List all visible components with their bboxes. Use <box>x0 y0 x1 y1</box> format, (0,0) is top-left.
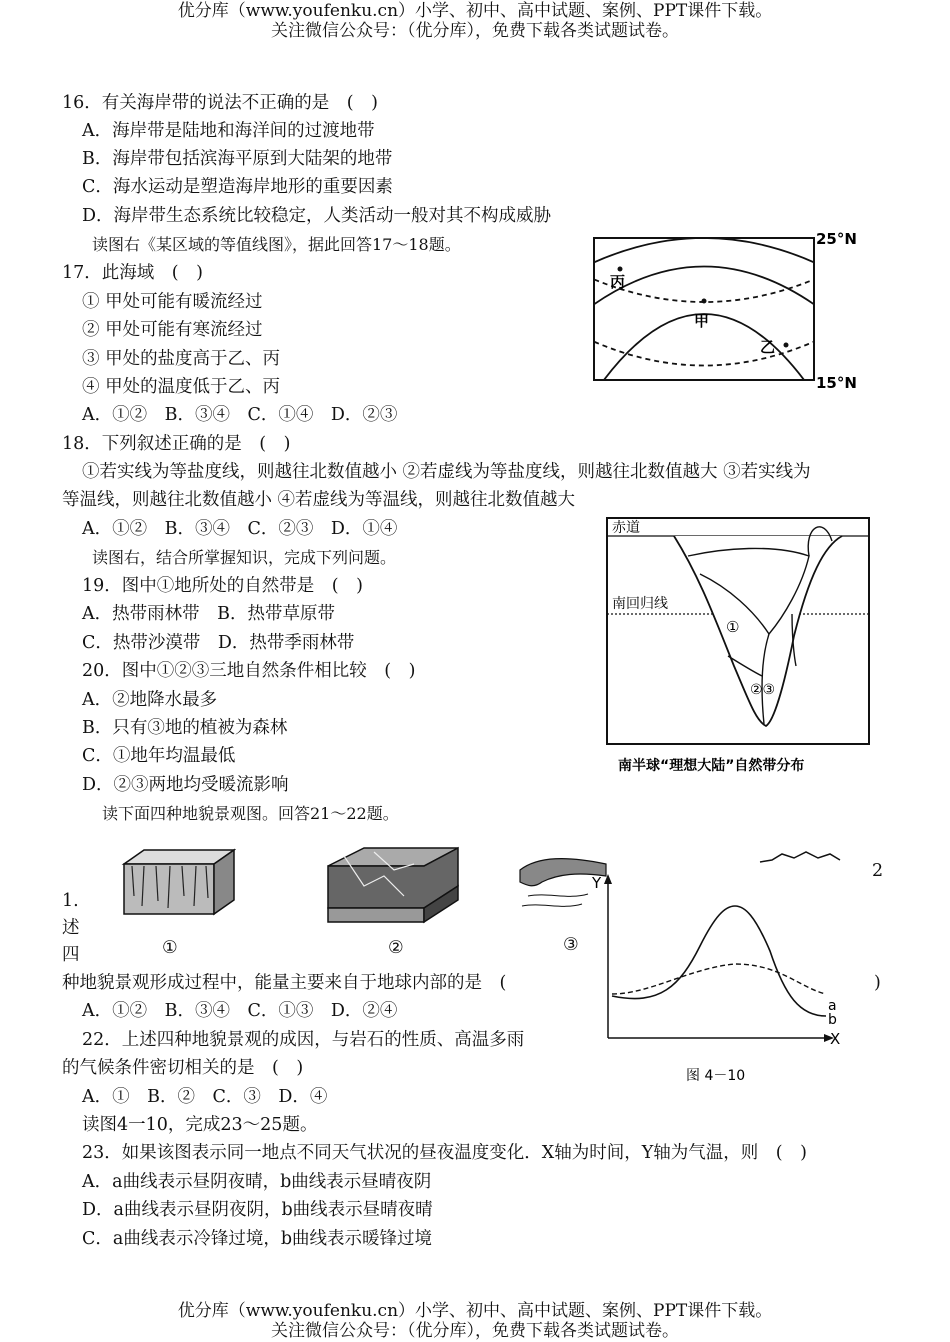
q21-options: A．①② B．③④ C．①③ D．②④ <box>82 1001 398 1021</box>
q22-stem-2: 的气候条件密切相关的是 ( ) <box>62 1058 304 1078</box>
q18-stem: 18．下列叙述正确的是 ( ) <box>62 434 291 454</box>
curve-b <box>612 906 826 1016</box>
curve-figure-4-10 <box>590 866 850 1088</box>
isoline-solid-1 <box>586 238 822 266</box>
landform-1-image <box>120 846 236 916</box>
intro-23-25: 读图4一10，完成23～25题。 <box>82 1115 318 1135</box>
mark-2-3: ②③ <box>750 682 776 698</box>
q22-options: A．① B．② C．③ D．④ <box>82 1087 328 1107</box>
isoline-dashed-2 <box>586 338 822 366</box>
q20-option-a: A．②地降水最多 <box>82 690 218 710</box>
q23-option-c: C．a曲线表示冷锋过境，b曲线表示暖锋过境 <box>82 1229 433 1249</box>
footer-line-2: 关注微信公众号：（优分库），免费下载各类试题试卷。 <box>271 1321 679 1341</box>
label-bing: 丙 <box>610 273 626 291</box>
page-number-2: 2 <box>872 861 884 881</box>
q21-stem: 种地貌景观形成过程中，能量主要来自于地球内部的是 ( <box>62 973 507 993</box>
isoline-figure <box>586 228 876 392</box>
q17-statement-2: ② 甲处可能有寒流经过 <box>82 320 263 340</box>
q21-side-3: 四 <box>62 945 80 965</box>
curve-caption: 图 4－10 <box>686 1068 746 1084</box>
curve-a <box>612 964 826 994</box>
point-yi <box>784 343 789 348</box>
q18-body-2: 等温线，则越往北数值越小 ④若虚线为等温线，则越往北数值越大 <box>62 490 576 510</box>
mark-1: ① <box>726 618 740 636</box>
intro-21-22: 读下面四种地貌景观图。回答21～22题。 <box>102 804 399 823</box>
q17-stem: 17．此海域 ( ) <box>62 263 203 283</box>
label-equator: 赤道 <box>612 520 640 536</box>
q17-statement-3: ③ 甲处的盐度高于乙、丙 <box>82 349 281 369</box>
q17-statement-4: ④ 甲处的温度低于乙、丙 <box>82 377 281 397</box>
q20-option-d: D．②③两地均受暖流影响 <box>82 775 289 795</box>
q18-body-1: ①若实线为等盐度线，则越往北数值越小 ②若虚线为等盐度线，则越往北数值越大 ③若实线为 <box>82 462 811 482</box>
continent-caption: 南半球“理想大陆”自然带分布 <box>618 758 805 774</box>
y-axis-label: Y <box>592 874 602 892</box>
curve-b-label: b <box>828 1012 837 1028</box>
landform-2-label: ② <box>388 938 404 958</box>
intro-17-18: 读图右《某区域的等值线图》，据此回答17～18题。 <box>92 235 461 254</box>
landform-3-label: ③ <box>563 935 579 955</box>
label-yi: 乙 <box>760 338 776 356</box>
q19-options-ab: A．热带雨林带 B．热带草原带 <box>82 604 335 624</box>
ideal-continent-figure <box>604 516 872 780</box>
q20-option-b: B．只有③地的植被为森林 <box>82 718 288 738</box>
footer-line-1: 优分库（www.youfenku.cn）小学、初中、高中试题、案例、PPT课件下载。 <box>177 1301 773 1321</box>
label-tropic: 南回归线 <box>612 596 668 612</box>
q17-statement-1: ① 甲处可能有暖流经过 <box>82 292 263 312</box>
q16-option-b: B．海岸带包括滨海平原到大陆架的地带 <box>82 149 393 169</box>
label-25n: 25°N <box>816 230 857 248</box>
intro-19-20: 读图右，结合所掌握知识，完成下列问题。 <box>92 548 397 567</box>
point-bing <box>618 267 623 272</box>
q21-close-paren: ) <box>874 973 881 993</box>
q21-side-2: 述 <box>62 918 80 938</box>
q20-option-c: C．①地年均温最低 <box>82 746 236 766</box>
q20-stem: 20．图中①②③三地自然条件相比较 ( ) <box>82 661 416 681</box>
q16-option-a: A．海岸带是陆地和海洋间的过渡地带 <box>82 121 375 141</box>
curve-a-label: a <box>828 998 837 1014</box>
q16-stem: 16．有关海岸带的说法不正确的是 ( ) <box>62 93 378 113</box>
q23-option-d: D．a曲线表示昼阴夜阴，b曲线表示昼晴夜晴 <box>82 1200 433 1220</box>
q21-side-1: 1. <box>62 891 79 911</box>
label-jia: 甲 <box>694 312 710 330</box>
q18-options: A．①② B．③④ C．②③ D．①④ <box>82 519 398 539</box>
q23-stem: 23．如果该图表示同一地点不同天气状况的昼夜温度变化．X轴为时间，Y轴为气温，则 ( ) <box>82 1143 807 1163</box>
q19-options-cd: C．热带沙漠带 D．热带季雨林带 <box>82 633 355 653</box>
q16-option-c: C．海水运动是塑造海岸地形的重要因素 <box>82 177 393 197</box>
x-axis-label: X <box>830 1030 841 1048</box>
point-jia <box>702 299 707 304</box>
landform-1-label: ① <box>162 938 178 958</box>
q19-stem: 19．图中①地所处的自然带是 ( ) <box>82 576 363 596</box>
q17-options: A．①② B．③④ C．①④ D．②③ <box>82 405 398 425</box>
label-15n: 15°N <box>816 374 857 392</box>
landform-2-image <box>324 846 460 924</box>
header-line-2: 关注微信公众号：（优分库），免费下载各类试题试卷。 <box>271 21 679 41</box>
q22-stem-1: 22．上述四种地貌景观的成因，与岩石的性质、高温多雨 <box>82 1030 525 1050</box>
header-line-1: 优分库（www.youfenku.cn）小学、初中、高中试题、案例、PPT课件下载。 <box>177 1 773 21</box>
q16-option-d: D．海岸带生态系统比较稳定，人类活动一般对其不构成威胁 <box>82 206 552 226</box>
q23-option-a: A．a曲线表示昼阴夜晴，b曲线表示昼晴夜阴 <box>82 1172 432 1192</box>
landform-4-image <box>758 850 842 866</box>
